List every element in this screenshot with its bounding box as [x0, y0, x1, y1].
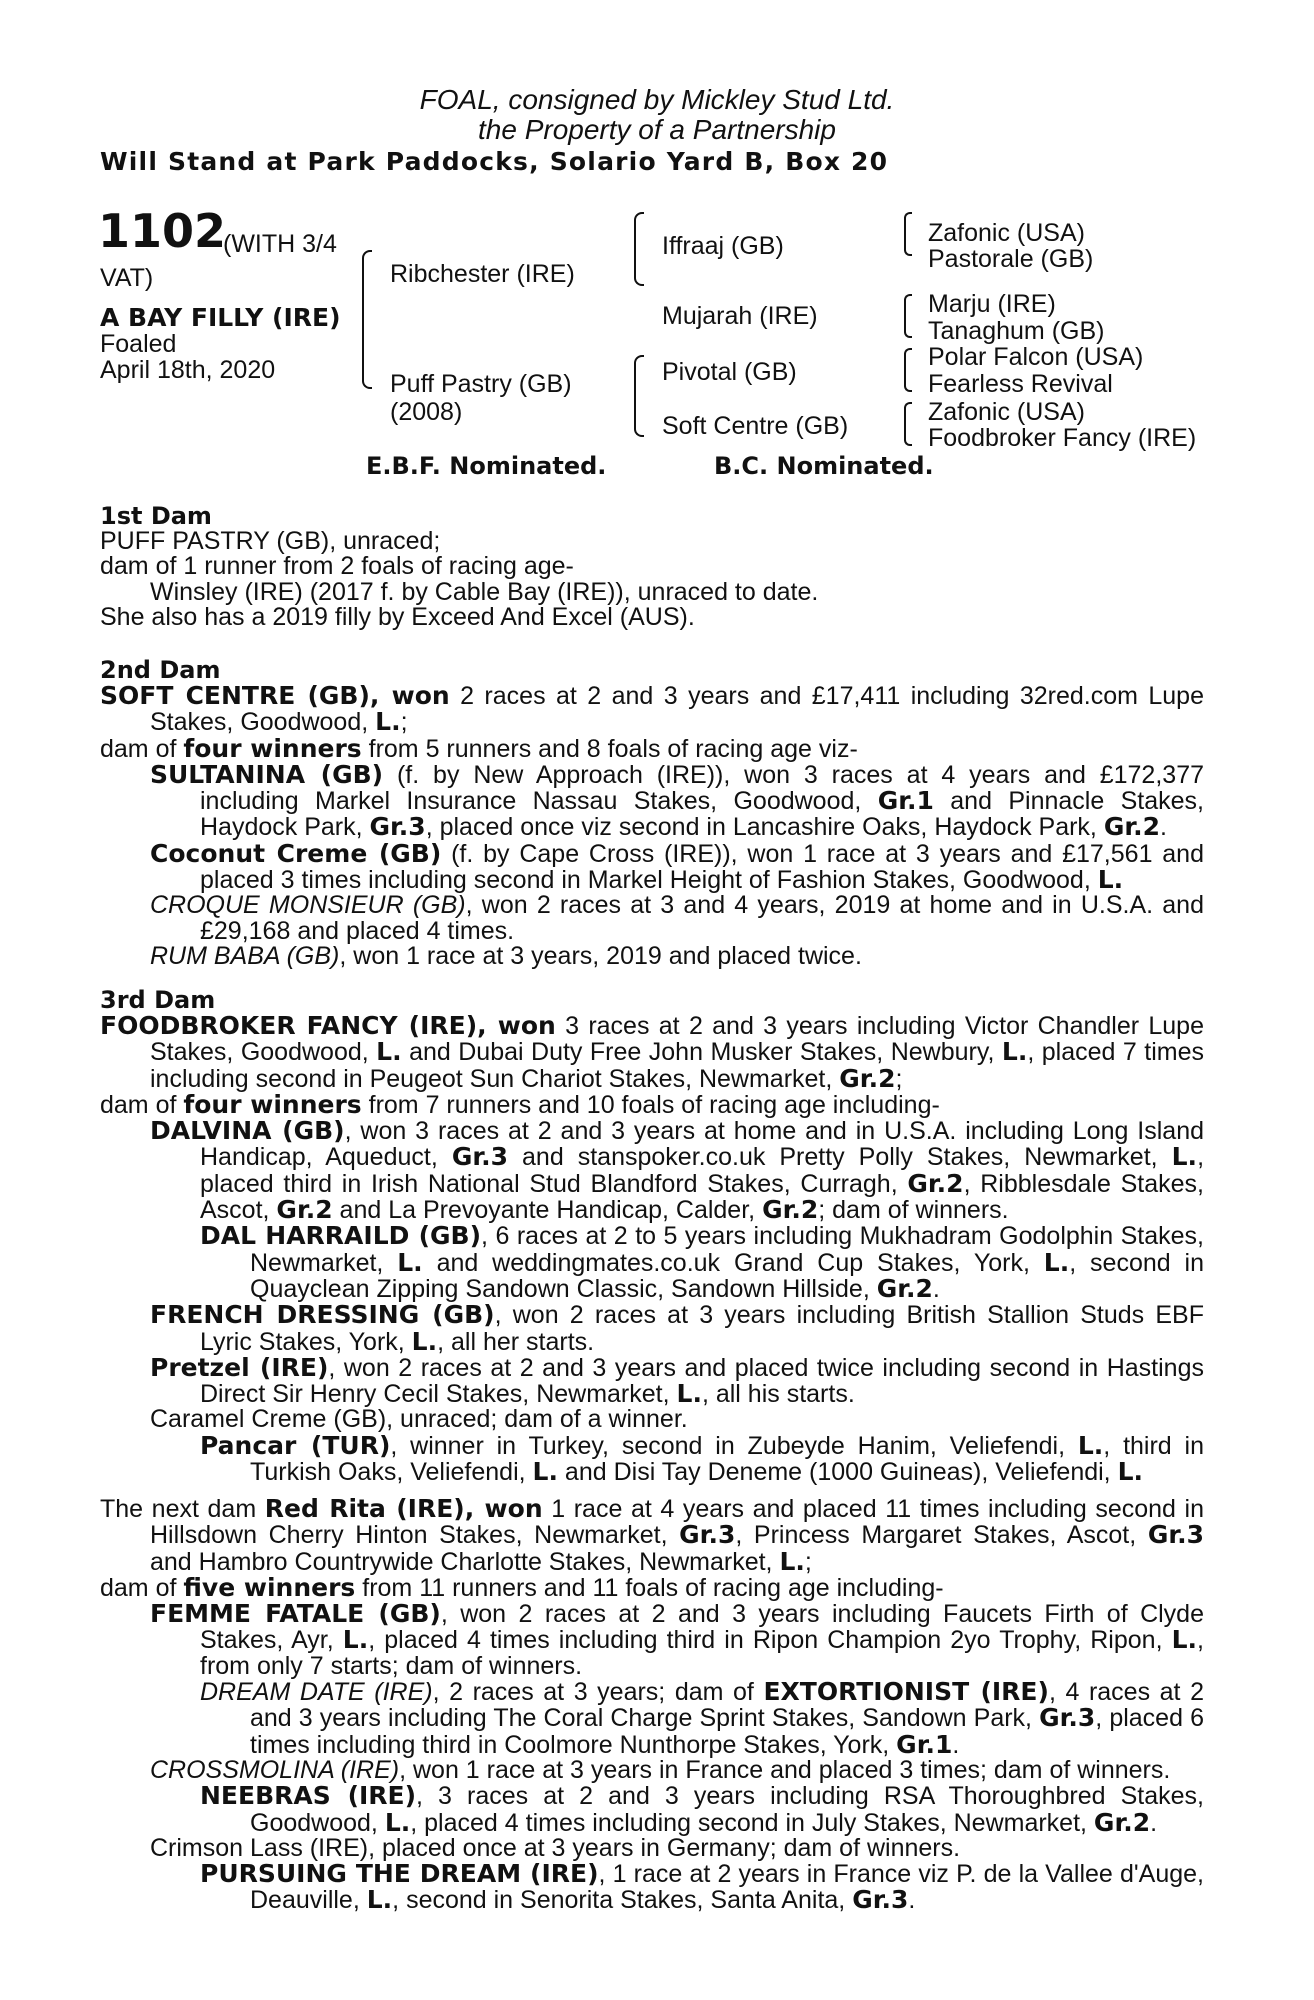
race-text: , won 2 races at 3 years including British Stallion Studs EBF Lyric Stakes, York, [200, 1301, 1204, 1356]
third-dam-section [100, 987, 1204, 1485]
race-text: , 2 races at 3 years; dam of [432, 1678, 764, 1707]
grade-badge: L. [1117, 1457, 1144, 1487]
grade-badge: L. [411, 1326, 438, 1356]
race-text: , 6 races at 2 to 5 years including Mukhadram Godolphin Stakes, Newmarket, [250, 1222, 1204, 1277]
vat-note-b: VAT) [100, 264, 154, 292]
race-text: , won 2 races at 2 and 3 years including Faucets Firth of Clyde Stakes, Ayr, [200, 1600, 1204, 1655]
progeny-entry [150, 893, 1204, 944]
race-text: from 5 runners and 8 foals of racing age viz- [361, 734, 858, 763]
ped-dss: Polar Falcon (USA) [928, 343, 1144, 371]
grade-badge: Gr.1 [896, 1729, 953, 1759]
foaled-date: April 18th, 2020 [100, 356, 276, 384]
horse-name: FEMME FATALE (GB) [150, 1599, 441, 1629]
next-dam-record [100, 1572, 1204, 1602]
sire-name: Ribchester (IRE) [390, 260, 575, 288]
grade-badge: L. [342, 1625, 369, 1655]
race-text: . [952, 1730, 960, 1759]
race-text: , won 1 race at 3 years in France and placed 3 times; dam of winners. [399, 1755, 1171, 1784]
first-dam-section [100, 503, 1204, 630]
race-text: (f. by Cape Cross (IRE)), won 1 race at 3 years and £17,561 and placed 3 times including second in Markel Height of Fashion Stakes, Goodwood, [200, 839, 1204, 895]
grade-badge: Gr.3 [852, 1885, 909, 1915]
race-text: dam of [100, 1090, 184, 1119]
grade-badge: L. [376, 1037, 402, 1067]
grade-badge: L. [384, 1807, 411, 1837]
next-dam-section [100, 1496, 1204, 1914]
grade-badge: L. [366, 1885, 393, 1915]
grade-badge: L. [1043, 1247, 1070, 1277]
grade-badge: Gr.2 [876, 1273, 933, 1303]
grade-badge: L. [1171, 1625, 1198, 1655]
race-text: dam of [100, 1573, 184, 1602]
race-text: ; [804, 1547, 812, 1576]
race-text: 2 races at 2 and 3 years and £17,411 including 32red.com Lupe Stakes, Goodwood, [150, 682, 1204, 737]
second-dam-record [100, 733, 1204, 763]
third-dam-record [100, 1089, 1204, 1119]
progeny-entry [200, 1783, 1204, 1836]
progeny-entry [150, 1755, 1204, 1784]
progeny-entry: Crimson Lass (IRE), placed once at 3 years in Germany; dam of winners. [150, 1833, 961, 1862]
horse-name: CROSSMOLINA (IRE) [150, 1755, 400, 1784]
race-text: . [1150, 1808, 1158, 1837]
race-text: , won 2 races at 3 and 4 years, 2019 at home and in U.S.A. and £29,168 and placed 4 times. [200, 891, 1204, 945]
race-text: , placed 7 times including second in Peugeot Sun Chariot Stakes, Newmarket, [150, 1038, 1204, 1093]
ped-sds: Marju (IRE) [928, 290, 1056, 318]
race-text: . [1160, 813, 1167, 842]
ped-dsd: Fearless Revival [928, 370, 1113, 398]
progeny-entry [200, 1861, 1204, 1914]
vat-note-a: (WITH 3/4 [223, 230, 337, 258]
brace-sire [634, 212, 644, 286]
race-text: , placed 4 times including third in Ripon Champion 2yo Trophy, Ripon, [368, 1626, 1172, 1655]
bc-nominated: B.C. Nominated. [714, 452, 934, 480]
ped-sdd: Tanaghum (GB) [928, 317, 1105, 345]
grade-badge: Gr.3 [369, 812, 426, 842]
first-dam-heading: 1st Dam [100, 502, 212, 530]
ped-dds: Zafonic (USA) [928, 398, 1085, 426]
race-text: , placed 6 times including third in Coolmore Nunthorpe Stakes, York, [250, 1704, 1204, 1759]
horse-name: RUM BABA (GB) [150, 941, 340, 970]
sire-dam: Mujarah (IRE) [662, 302, 818, 330]
race-text: and weddingmates.co.uk Grand Cup Stakes, York, [422, 1248, 1044, 1277]
progeny-entry [200, 1223, 1204, 1302]
race-text: , won 2 races at 2 and 3 years and placed twice including second in Hastings Direct Sir Henry Cecil Stakes, Newmarket, [200, 1353, 1204, 1409]
race-text: , 3 races at 2 and 3 years including RSA Thoroughbred Stakes, Goodwood, [250, 1782, 1204, 1837]
race-text: ; [895, 1064, 903, 1093]
third-dam-heading: 3rd Dam [100, 986, 216, 1014]
grade-badge: Gr.1 [877, 786, 934, 816]
race-text: , second in Quayclean Zipping Sandown Classic, Sandown Hillside, [250, 1248, 1204, 1303]
race-text: 1 race at 4 years and placed 11 times including second in Hillsdown Cherry Hinton Stakes, Newmarket, [150, 1495, 1205, 1550]
grade-badge: Gr.2 [907, 1168, 964, 1198]
first-dam-record: dam of 1 runner from 2 foals of racing age- [100, 552, 574, 581]
horse-name: SULTANINA (GB) [150, 759, 384, 789]
grade-badge: L. [1001, 1037, 1028, 1067]
grade-badge: Gr.2 [1103, 812, 1161, 842]
race-text: , placed 4 times including second in July Stakes, Newmarket, [410, 1808, 1094, 1837]
progeny-entry [150, 838, 1204, 895]
race-text: and Hambro Countrywide Charlotte Stakes, Newmarket, [150, 1547, 780, 1576]
foaled-label: Foaled [100, 330, 177, 358]
race-text: , won 1 race at 3 years, 2019 and placed twice. [339, 941, 862, 970]
progeny-entry [150, 941, 1204, 970]
race-text: , second in Senorita Stakes, Santa Anita, [392, 1886, 853, 1915]
grade-badge: L. [1097, 865, 1124, 895]
race-text: , all her starts. [437, 1327, 595, 1356]
race-text: , winner in Turkey, second in Zubeyde Hanim, Veliefendi, [390, 1431, 1078, 1460]
sire-sire: Iffraaj (GB) [662, 232, 784, 260]
grade-badge: Gr.3 [451, 1142, 508, 1172]
dam-sire: Pivotal (GB) [662, 358, 797, 386]
race-text: , 1 race at 2 years in France viz P. de la Vallee d'Auge, Deauville, [250, 1860, 1204, 1915]
grade-badge: L. [375, 707, 401, 737]
ped-ddd: Foodbroker Fancy (IRE) [928, 424, 1197, 452]
grade-badge: L. [1077, 1430, 1104, 1460]
race-text: and stanspoker.co.uk Pretty Polly Stakes, Newmarket, [508, 1143, 1172, 1172]
race-text: dam of [100, 734, 184, 763]
second-dam-entry [100, 683, 1204, 736]
horse-name: DAL HARRAILD (GB) [200, 1221, 482, 1251]
progeny-entry [150, 1302, 1204, 1355]
race-text: , won 3 races at 2 and 3 years at home and in U.S.A. including Long Island Handicap, Aqueduct, [200, 1117, 1204, 1172]
first-dam-note: She also has a 2019 filly by Exceed And Excel (AUS). [100, 602, 695, 631]
grade-badge: Gr.2 [1093, 1807, 1151, 1837]
brace-ds [904, 348, 912, 392]
progeny-entry [200, 1430, 1204, 1487]
grade-badge: L. [1171, 1142, 1198, 1172]
race-text: , 4 races at 2 and 3 years including The Coral Charge Sprint Stakes, Sandown Park, [250, 1678, 1204, 1733]
grade-badge: L. [676, 1379, 702, 1409]
dam-year: (2008) [390, 398, 463, 426]
grade-badge: Gr.2 [762, 1195, 819, 1225]
horse-name: NEEBRAS (IRE) [200, 1781, 417, 1811]
dam-name: Puff Pastry (GB) [390, 370, 572, 398]
second-dam-heading: 2nd Dam [100, 656, 221, 684]
race-text: and Pinnacle Stakes, Haydock Park, [200, 787, 1204, 842]
horse-name: FRENCH DRESSING (GB) [150, 1300, 495, 1330]
grade-badge: Gr.3 [679, 1520, 736, 1550]
winners-count: five winners [183, 1572, 356, 1602]
third-dam-entry [100, 1013, 1204, 1092]
race-text: , third in Turkish Oaks, Veliefendi, [250, 1431, 1204, 1487]
grade-badge: L. [397, 1247, 423, 1277]
progeny-entry [200, 1679, 1204, 1758]
horse-name: Pancar (TUR) [200, 1430, 391, 1460]
progeny-entry: Caramel Creme (GB), unraced; dam of a winner. [150, 1405, 688, 1434]
first-dam-progeny: Winsley (IRE) (2017 f. by Cable Bay (IRE)), unraced to date. [150, 577, 819, 606]
grade-badge: Gr.3 [1147, 1520, 1204, 1550]
first-dam-line: PUFF PASTRY (GB), unraced; [100, 527, 441, 555]
race-text: (f. by New Approach (IRE)), won 3 races at 4 years and £172,377 including Markel Insurance Nassau Stakes, Goodwood, [200, 760, 1204, 816]
brace-main [362, 250, 372, 389]
race-text: and Disi Tay Deneme (1000 Guineas), Veliefendi, [557, 1458, 1118, 1487]
horse-name: EXTORTIONIST (IRE) [763, 1677, 1049, 1707]
horse-name: SOFT CENTRE (GB), won [100, 681, 450, 710]
race-text: , placed once viz second in Lancashire Oaks, Haydock Park, [425, 813, 1104, 842]
horse-name: PURSUING THE DREAM (IRE) [200, 1859, 599, 1889]
horse-name: DALVINA (GB) [150, 1116, 345, 1146]
consignor-line: FOAL, consigned by Mickley Stud Ltd. [419, 84, 895, 115]
horse-name: CROQUE MONSIEUR (GB) [150, 891, 466, 920]
race-text: . [932, 1274, 940, 1303]
property-line: the Property of a Partnership [478, 114, 836, 145]
race-text: , from only 7 starts; dam of winners. [200, 1626, 1204, 1680]
race-text: The next dam [100, 1495, 265, 1523]
ebf-nominated: E.B.F. Nominated. [366, 452, 607, 480]
grade-badge: L. [532, 1457, 558, 1487]
race-text: , placed third in Irish National Stud Blandford Stakes, Curragh, [200, 1143, 1205, 1198]
dam-dam: Soft Centre (GB) [662, 412, 849, 440]
race-text: from 11 runners and 11 foals of racing age including- [355, 1573, 944, 1602]
ped-sss: Zafonic (USA) [928, 219, 1085, 247]
race-text: , Ribblesdale Stakes, Ascot, [200, 1169, 1205, 1225]
race-text: ; dam of winners. [818, 1196, 1009, 1225]
progeny-entry [150, 1601, 1204, 1679]
race-text: , Princess Margaret Stakes, Ascot, [735, 1521, 1148, 1550]
grade-badge: Gr.3 [1039, 1703, 1096, 1733]
horse-name: DREAM DATE (IRE) [200, 1678, 433, 1707]
horse-name: Coconut Creme (GB) [150, 838, 442, 868]
lot-number: 1102 [98, 204, 227, 258]
next-dam-entry [100, 1496, 1204, 1575]
brace-dam [634, 355, 644, 437]
race-text: 3 races at 2 and 3 years including Victor Chandler Lupe Stakes, Goodwood, [150, 1012, 1204, 1067]
second-dam-section [100, 657, 1204, 969]
winners-count: four winners [183, 733, 362, 763]
lot-name: A BAY FILLY (IRE) [100, 303, 341, 332]
brace-ss [904, 212, 912, 256]
grade-badge: Gr.2 [839, 1063, 896, 1093]
horse-name: Red Rita (IRE), won [264, 1494, 543, 1523]
brace-sd [904, 294, 912, 338]
race-text: ; [400, 708, 408, 737]
grade-badge: L. [779, 1546, 805, 1576]
winners-count: four winners [183, 1089, 362, 1119]
progeny-entry [150, 1118, 1204, 1223]
brace-dd [904, 402, 912, 446]
horse-name: Pretzel (IRE) [150, 1352, 329, 1382]
grade-badge: Gr.2 [276, 1195, 333, 1225]
race-text: from 7 runners and 10 foals of racing age including- [361, 1090, 940, 1119]
race-text: and Dubai Duty Free John Musker Stakes, Newbury, [401, 1038, 1002, 1067]
progeny-entry [150, 1352, 1204, 1409]
race-text: . [908, 1886, 916, 1915]
progeny-entry [150, 759, 1204, 842]
race-text: and La Prevoyante Handicap, Calder, [332, 1196, 763, 1225]
ped-ssd: Pastorale (GB) [928, 245, 1094, 273]
horse-name: FOODBROKER FANCY (IRE), won [100, 1011, 556, 1040]
race-text: , all his starts. [701, 1380, 855, 1409]
stand-line: Will Stand at Park Paddocks, Solario Yard B, Box 20 [100, 147, 889, 176]
